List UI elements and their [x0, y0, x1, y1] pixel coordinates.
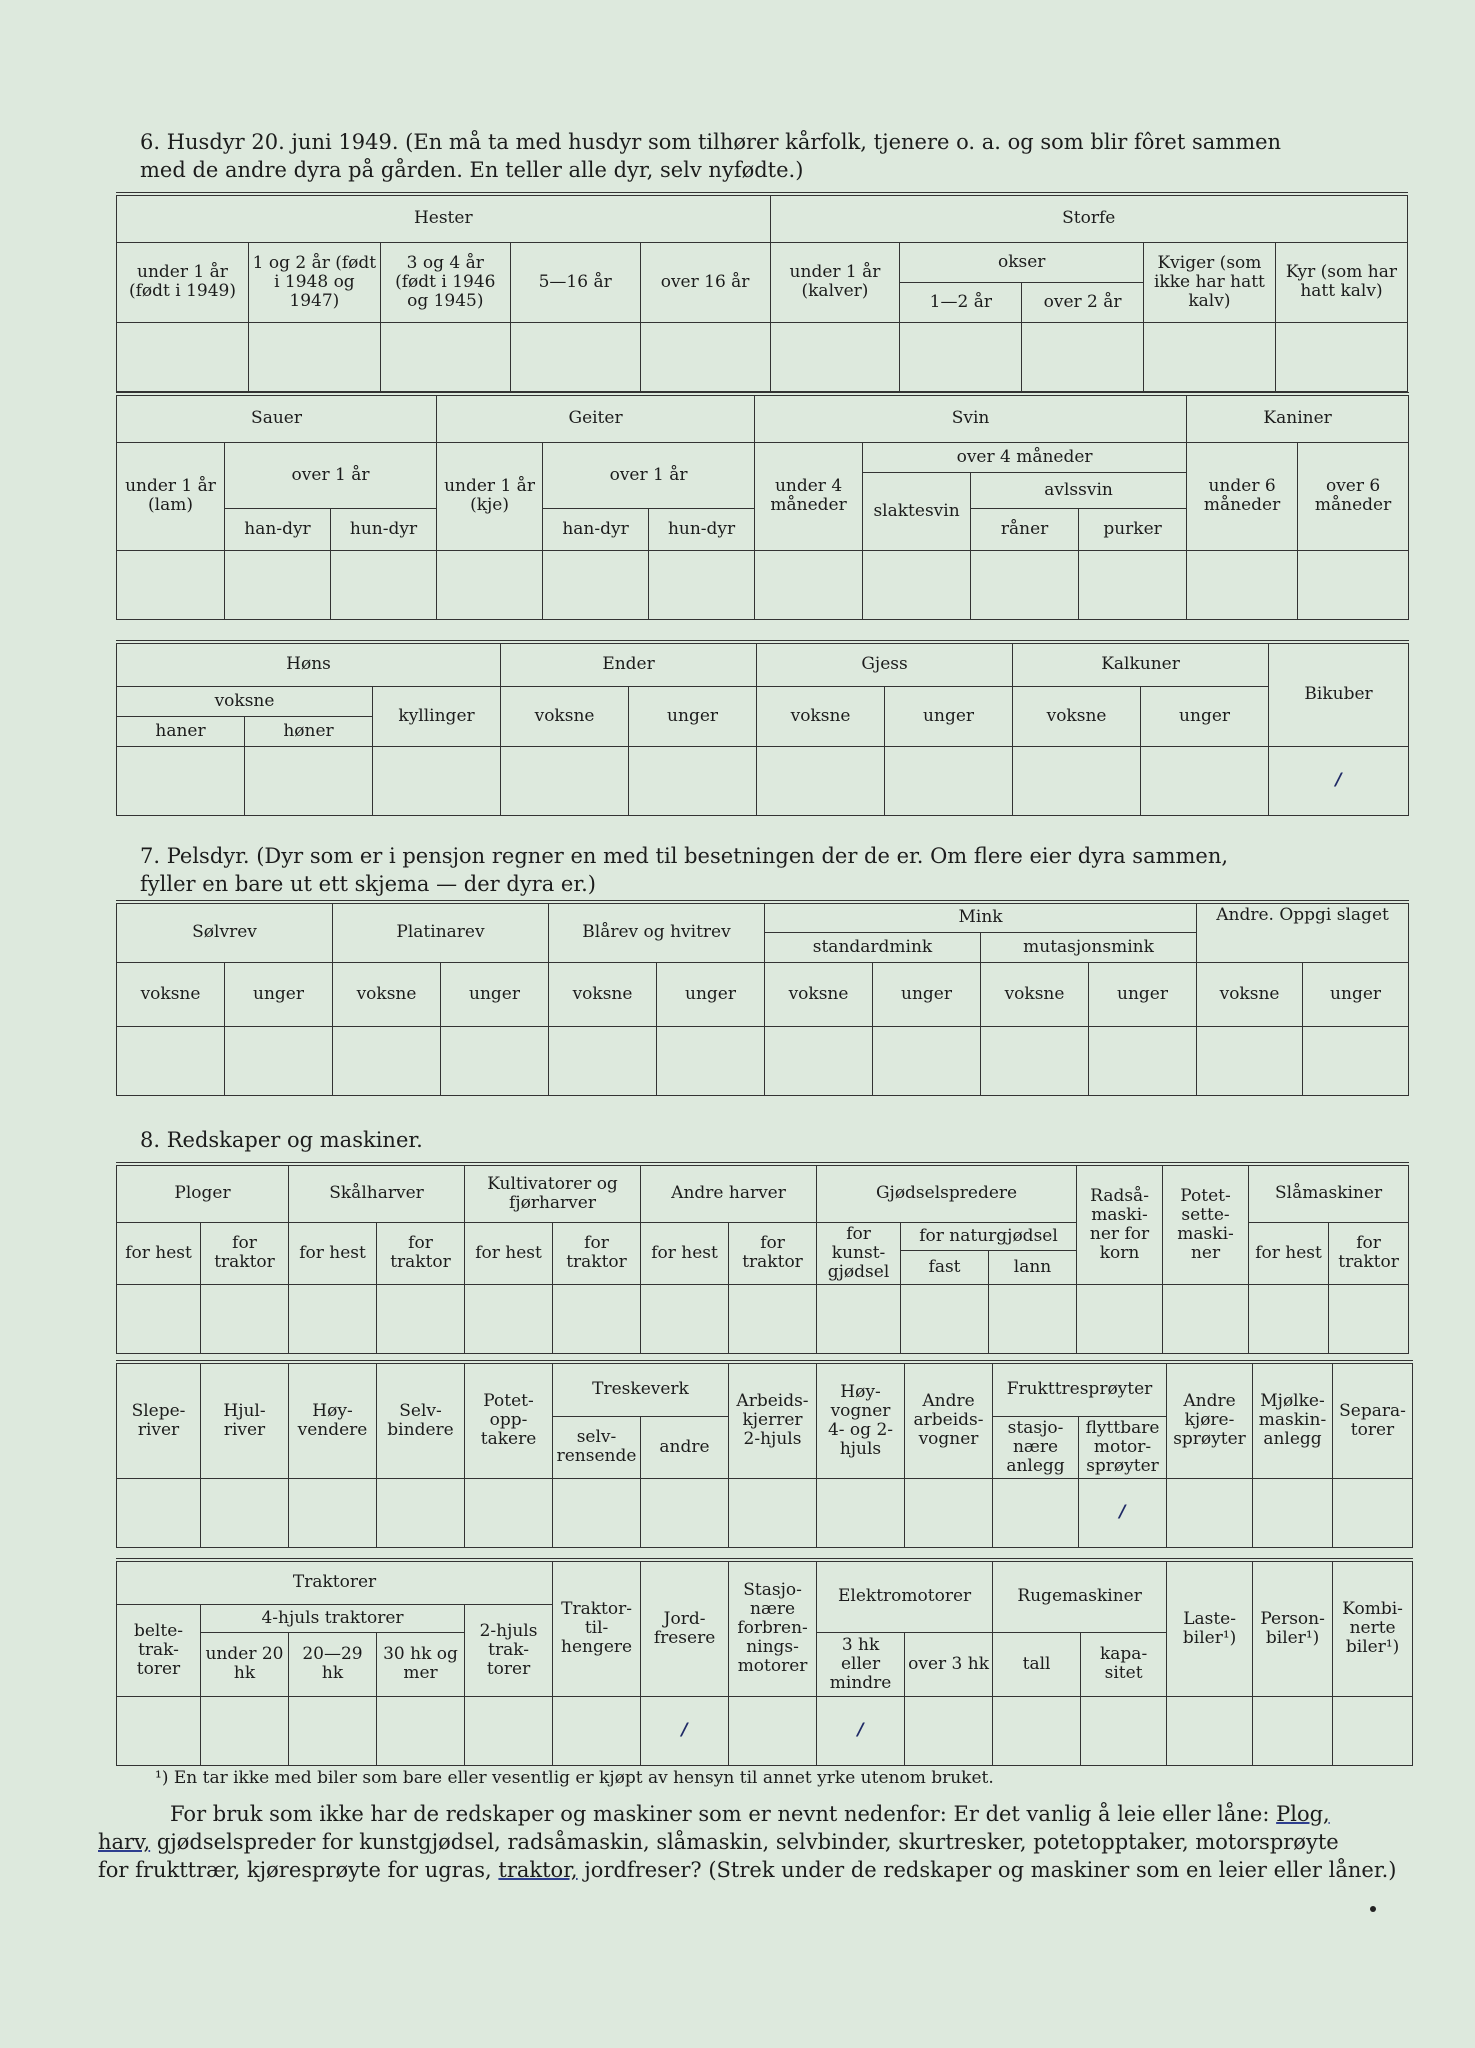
entry-cell[interactable] — [873, 1026, 981, 1095]
geiter-hundyr: hun-dyr — [649, 508, 755, 550]
blarev-title: Blårev og hvitrev — [549, 902, 765, 962]
kultivatorer-traktor: for traktor — [553, 1222, 641, 1284]
slamaskiner-traktor: for traktor — [1329, 1222, 1409, 1284]
entry-cell[interactable] — [1089, 1026, 1197, 1095]
closing-plog: Plog, — [1276, 1802, 1330, 1826]
closing-line1-text: For bruk som ikke har de redskaper og maskiner som er nevnt nedenfor: Er det vanlig å leie eller låne: — [170, 1802, 1270, 1826]
entry-cell[interactable] — [640, 322, 770, 391]
svin-purker: purker — [1079, 508, 1187, 550]
treskeverk-title: Treskeverk — [553, 1362, 729, 1416]
entry-cell[interactable] — [549, 1026, 657, 1095]
closing-line1 — [170, 1800, 1410, 1828]
geiter-over: over 1 år — [543, 442, 755, 508]
entry-cell[interactable] — [981, 1026, 1089, 1095]
geiter-kje: under 1 år (kje) — [437, 442, 543, 550]
voksne-label: voksne — [549, 962, 657, 1026]
entry-cell[interactable] — [641, 1284, 729, 1353]
andre-arbeidsvogner-title: Andre arbeids-vogner — [905, 1362, 993, 1478]
entry-cell[interactable] — [289, 1478, 377, 1547]
unger-label: unger — [1089, 962, 1197, 1026]
elektro-value[interactable]: / — [817, 1696, 905, 1765]
unger-label: unger — [225, 962, 333, 1026]
kalkuner-unger: unger — [1141, 686, 1269, 746]
traktor-30-mer: 30 hk og mer — [377, 1632, 465, 1696]
entry-cell[interactable] — [117, 322, 249, 391]
entry-cell[interactable] — [117, 1284, 201, 1353]
beltetraktorer: belte-trak-torer — [117, 1604, 201, 1696]
entry-cell[interactable] — [553, 1284, 641, 1353]
table-redskaper-1 — [116, 1162, 1409, 1354]
entry-cell[interactable] — [770, 322, 900, 391]
section6-intro-line2: med de andre dyra på gården. En teller alle dyr, selv nyfødte.) — [140, 158, 804, 182]
entry-cell[interactable] — [1249, 1284, 1329, 1353]
entry-cell[interactable] — [629, 746, 757, 815]
entry-cell[interactable] — [465, 1284, 553, 1353]
sauer-handyr: han-dyr — [225, 508, 331, 550]
entry-cell[interactable] — [510, 322, 640, 391]
entry-cell[interactable] — [765, 1026, 873, 1095]
entry-cell[interactable] — [657, 1026, 765, 1095]
voksne-label: voksne — [765, 962, 873, 1026]
entry-cell[interactable] — [905, 1696, 993, 1765]
entry-cell[interactable] — [201, 1478, 289, 1547]
entry-cell[interactable] — [817, 1478, 905, 1547]
andre-harver-title: Andre harver — [641, 1164, 817, 1222]
storfe-kviger: Kviger (som ikke har hatt kalv) — [1143, 242, 1275, 322]
section6-intro-line1: 6. Husdyr 20. juni 1949. (En må ta med husdyr som tilhører kårfolk, tjenere o. a. og som blir fôret sammen — [140, 130, 1282, 154]
closing-line3-a: for frukttrær, kjøresprøyte for ugras, — [98, 1858, 492, 1882]
entry-cell[interactable] — [1143, 322, 1275, 391]
kalkuner-title: Kalkuner — [1013, 642, 1269, 686]
tohjuls-traktorer: 2-hjuls trak-torer — [465, 1604, 553, 1696]
entry-cell[interactable] — [1197, 1026, 1303, 1095]
entry-cell[interactable] — [1187, 550, 1298, 619]
unger-label: unger — [657, 962, 765, 1026]
separatorer-title: Separa-torer — [1333, 1362, 1413, 1478]
kultivatorer-hest: for hest — [465, 1222, 553, 1284]
jordfresere-title: Jord-fresere — [641, 1560, 729, 1696]
skalharver-hest: for hest — [289, 1222, 377, 1284]
gjodselspredere-title: Gjødselspredere — [817, 1164, 1077, 1222]
sauer-title: Sauer — [117, 394, 437, 442]
entry-cell[interactable] — [1022, 322, 1144, 391]
kombinerte-biler-title: Kombi-nerte biler¹) — [1333, 1560, 1413, 1696]
entry-cell[interactable] — [1329, 1284, 1409, 1353]
bikuber-value[interactable]: / — [1269, 746, 1409, 815]
entry-cell[interactable] — [885, 746, 1013, 815]
entry-cell[interactable] — [1079, 550, 1187, 619]
okser-1-2: 1—2 år — [900, 282, 1022, 322]
entry-cell[interactable] — [201, 1696, 289, 1765]
flyttbare-value[interactable]: / — [1079, 1478, 1167, 1547]
kalkuner-voksne: voksne — [1013, 686, 1141, 746]
hoyvogner-title: Høy-vogner 4- og 2-hjuls — [817, 1362, 905, 1478]
entry-cell[interactable] — [117, 1696, 201, 1765]
elektromotorer-title: Elektromotorer — [817, 1560, 993, 1632]
ploger-traktor: for traktor — [201, 1222, 289, 1284]
section7-intro-line1: 7. Pelsdyr. (Dyr som er i pensjon regner en med til besetningen der de er. Om flere eier dyra sammen, — [140, 844, 1229, 868]
section7-intro-line2: fyller en bare ut ett skjema — der dyra er.) — [140, 872, 596, 896]
gjodsel-fast: fast — [901, 1250, 989, 1284]
entry-cell[interactable] — [465, 1478, 553, 1547]
gjodsel-natur: for naturgjødsel — [901, 1222, 1077, 1250]
entry-cell[interactable] — [248, 322, 380, 391]
slamaskiner-hest: for hest — [1249, 1222, 1329, 1284]
treskeverk-selvrensende: selv-rensende — [553, 1416, 641, 1478]
entry-cell[interactable] — [1253, 1478, 1333, 1547]
stasjonaere-motorer-title: Stasjo-nære forbren-nings-motorer — [729, 1560, 817, 1696]
kaniner-over: over 6 måneder — [1298, 442, 1409, 550]
closing-line2 — [98, 1828, 1410, 1856]
selvbindere-title: Selv-bindere — [377, 1362, 465, 1478]
hoyvendere-title: Høy-vendere — [289, 1362, 377, 1478]
ender-title: Ender — [501, 642, 757, 686]
entry-cell[interactable] — [245, 746, 373, 815]
ploger-title: Ploger — [117, 1164, 289, 1222]
svin-avl: avlssvin — [971, 472, 1187, 508]
unger-label: unger — [1303, 962, 1409, 1026]
kultivatorer-title: Kultivatorer og fjørharver — [465, 1164, 641, 1222]
table-sauer-geiter-svin-kaniner — [116, 392, 1409, 620]
entry-cell[interactable] — [817, 1284, 901, 1353]
svin-title: Svin — [755, 394, 1187, 442]
entry-cell[interactable] — [900, 322, 1022, 391]
entry-cell[interactable] — [553, 1696, 641, 1765]
standardmink: standardmink — [765, 932, 981, 962]
entry-cell[interactable] — [225, 550, 331, 619]
entry-cell[interactable] — [289, 1284, 377, 1353]
entry-cell[interactable] — [993, 1696, 1081, 1765]
hester-col-4: 5—16 år — [510, 242, 640, 322]
entry-cell[interactable] — [649, 550, 755, 619]
fruktsproyter-stasjonaere: stasjo-nære anlegg — [993, 1416, 1079, 1478]
entry-cell[interactable] — [117, 1478, 201, 1547]
entry-cell[interactable] — [729, 1478, 817, 1547]
solvrev-title: Sølvrev — [117, 902, 333, 962]
entry-cell[interactable] — [331, 550, 437, 619]
entry-cell[interactable] — [1081, 1696, 1167, 1765]
entry-cell[interactable] — [117, 1026, 225, 1095]
entry-cell[interactable] — [1253, 1696, 1333, 1765]
svin-under: under 4 måneder — [755, 442, 863, 550]
entry-cell[interactable] — [377, 1696, 465, 1765]
hester-col-2: 1 og 2 år (født i 1948 og 1947) — [248, 242, 380, 322]
unger-label: unger — [873, 962, 981, 1026]
voksne-label: voksne — [981, 962, 1089, 1026]
gjess-unger: unger — [885, 686, 1013, 746]
entry-cell[interactable] — [905, 1478, 993, 1547]
closing-line3 — [98, 1856, 1410, 1884]
jordfresere-value[interactable]: / — [641, 1696, 729, 1765]
entry-cell[interactable] — [755, 550, 863, 619]
ender-unger: unger — [629, 686, 757, 746]
hjulriver-title: Hjul-river — [201, 1362, 289, 1478]
entry-cell[interactable] — [225, 1026, 333, 1095]
platinarev-title: Platinarev — [333, 902, 549, 962]
hester-col-5: over 16 år — [640, 242, 770, 322]
unger-label: unger — [441, 962, 549, 1026]
sleperiver-title: Slepe-river — [117, 1362, 201, 1478]
skalharver-title: Skålharver — [289, 1164, 465, 1222]
hons-voksne: voksne — [117, 686, 373, 716]
gjess-voksne: voksne — [757, 686, 885, 746]
closing-traktor: traktor, — [498, 1858, 578, 1882]
bikuber-title: Bikuber — [1269, 642, 1409, 746]
treskeverk-andre: andre — [641, 1416, 729, 1478]
andre-harver-hest: for hest — [641, 1222, 729, 1284]
entry-cell[interactable] — [989, 1284, 1077, 1353]
entry-cell[interactable] — [543, 550, 649, 619]
elektro-3hk: 3 hk eller mindre — [817, 1632, 905, 1696]
mjolkemaskin-title: Mjølke-maskin-anlegg — [1253, 1362, 1333, 1478]
entry-cell[interactable] — [1167, 1696, 1253, 1765]
ploger-hest: for hest — [117, 1222, 201, 1284]
voksne-label: voksne — [333, 962, 441, 1026]
hester-title: Hester — [117, 194, 771, 242]
entry-cell[interactable] — [1163, 1284, 1249, 1353]
entry-cell[interactable] — [377, 1478, 465, 1547]
entry-cell[interactable] — [1298, 550, 1409, 619]
traktor-under-20: under 20 hk — [201, 1632, 289, 1696]
rugemaskiner-title: Rugemaskiner — [993, 1560, 1167, 1632]
table-redskaper-3 — [116, 1558, 1413, 1766]
entry-cell[interactable] — [1333, 1478, 1413, 1547]
traktor-20-29: 20—29 hk — [289, 1632, 377, 1696]
sauer-lam: under 1 år (lam) — [117, 442, 225, 550]
entry-cell[interactable] — [289, 1696, 377, 1765]
entry-cell[interactable] — [641, 1478, 729, 1547]
sauer-hundyr: hun-dyr — [331, 508, 437, 550]
entry-cell[interactable] — [1013, 746, 1141, 815]
table-redskaper-2 — [116, 1360, 1413, 1548]
potetsettemaskiner-title: Potet-sette-maski-ner — [1163, 1164, 1249, 1284]
entry-cell[interactable] — [1275, 322, 1407, 391]
storfe-kalver: under 1 år (kalver) — [770, 242, 900, 322]
ink-dot — [1370, 1906, 1376, 1912]
ruge-kapasitet: kapa-sitet — [1081, 1632, 1167, 1696]
gjodsel-kunst: for kunst-gjødsel — [817, 1222, 901, 1284]
entry-cell[interactable] — [553, 1478, 641, 1547]
fruktsproyter-title: Frukttresprøyter — [993, 1362, 1167, 1416]
arbeidskjerrer-title: Arbeids-kjerrer 2-hjuls — [729, 1362, 817, 1478]
personbiler-title: Person-biler¹) — [1253, 1560, 1333, 1696]
andre-kjoresproyter-title: Andre kjøre-sprøyter — [1167, 1362, 1253, 1478]
svin-over: over 4 måneder — [863, 442, 1187, 472]
storfe-title: Storfe — [770, 194, 1407, 242]
entry-cell[interactable] — [465, 1696, 553, 1765]
entry-cell[interactable] — [1303, 1026, 1409, 1095]
mutasjonsmink: mutasjonsmink — [981, 932, 1197, 962]
sauer-over: over 1 år — [225, 442, 437, 508]
okser-over-2: over 2 år — [1022, 282, 1144, 322]
lastebiler-title: Laste-biler¹) — [1167, 1560, 1253, 1696]
entry-cell[interactable] — [729, 1696, 817, 1765]
gjess-title: Gjess — [757, 642, 1013, 686]
mink-title: Mink — [765, 902, 1197, 932]
entry-cell[interactable] — [1141, 746, 1269, 815]
entry-cell[interactable] — [437, 550, 543, 619]
kaniner-title: Kaniner — [1187, 394, 1409, 442]
hester-col-1: under 1 år (født i 1949) — [117, 242, 249, 322]
geiter-handyr: han-dyr — [543, 508, 649, 550]
entry-cell[interactable] — [993, 1478, 1079, 1547]
radsamaskiner-title: Radså-maski-ner for korn — [1077, 1164, 1163, 1284]
hons-kyllinger: kyllinger — [373, 686, 501, 746]
footnote: ¹) En tar ikke med biler som bare eller vesentlig er kjøpt av hensyn til annet yrke utenom bruket. — [155, 1768, 994, 1788]
storfe-kyr: Kyr (som har hatt kalv) — [1275, 242, 1407, 322]
gjodsel-lann: lann — [989, 1250, 1077, 1284]
entry-cell[interactable] — [201, 1284, 289, 1353]
kaniner-under: under 6 måneder — [1187, 442, 1298, 550]
closing-line3-b: jordfreser? (Strek under de redskaper og maskiner som en leier eller låner.) — [584, 1858, 1397, 1882]
table-pelsdyr — [116, 900, 1409, 1096]
entry-cell[interactable] — [333, 1026, 441, 1095]
traktortilhengere-title: Traktor-til-hengere — [553, 1560, 641, 1696]
section8-title: 8. Redskaper og maskiner. — [140, 1128, 423, 1152]
entry-cell[interactable] — [1333, 1696, 1413, 1765]
traktorer-title: Traktorer — [117, 1560, 553, 1604]
entry-cell[interactable] — [729, 1284, 817, 1353]
entry-cell[interactable] — [757, 746, 885, 815]
entry-cell[interactable] — [117, 746, 245, 815]
firehjuls-traktorer: 4-hjuls traktorer — [201, 1604, 465, 1632]
potetopptakere-title: Potet-opp-takere — [465, 1362, 553, 1478]
entry-cell[interactable] — [380, 322, 510, 391]
svin-slakte: slaktesvin — [863, 472, 971, 550]
fruktsproyter-flyttbare: flyttbare motor-sprøyter — [1079, 1416, 1167, 1478]
ruge-tall: tall — [993, 1632, 1081, 1696]
hons-title: Høns — [117, 642, 501, 686]
entry-cell[interactable] — [971, 550, 1079, 619]
elektro-over-3hk: over 3 hk — [905, 1632, 993, 1696]
table-hester-storfe — [116, 192, 1408, 392]
closing-line2-text: gjødselspreder for kunstgjødsel, radsåmaskin, slåmaskin, selvbinder, skurtresker, potetopptaker, motorsprøyte — [156, 1830, 1339, 1854]
entry-cell[interactable] — [501, 746, 629, 815]
entry-cell[interactable] — [117, 550, 225, 619]
slamaskiner-title: Slåmaskiner — [1249, 1164, 1409, 1222]
entry-cell[interactable] — [901, 1284, 989, 1353]
hons-honer: høner — [245, 716, 373, 746]
hester-col-3: 3 og 4 år (født i 1946 og 1945) — [380, 242, 510, 322]
entry-cell[interactable] — [377, 1284, 465, 1353]
entry-cell[interactable] — [373, 746, 501, 815]
geiter-title: Geiter — [437, 394, 755, 442]
voksne-label: voksne — [117, 962, 225, 1026]
voksne-label: voksne — [1197, 962, 1303, 1026]
andre-harver-traktor: for traktor — [729, 1222, 817, 1284]
entry-cell[interactable] — [1167, 1478, 1253, 1547]
entry-cell[interactable] — [863, 550, 971, 619]
hons-haner: haner — [117, 716, 245, 746]
closing-harv: harv, — [98, 1830, 151, 1854]
table-fjorfe — [116, 640, 1409, 816]
entry-cell[interactable] — [441, 1026, 549, 1095]
ender-voksne: voksne — [501, 686, 629, 746]
andre-title: Andre. Oppgi slaget — [1197, 902, 1409, 962]
skalharver-traktor: for traktor — [377, 1222, 465, 1284]
storfe-okser: okser — [900, 242, 1144, 282]
svin-raner: råner — [971, 508, 1079, 550]
entry-cell[interactable] — [1077, 1284, 1163, 1353]
